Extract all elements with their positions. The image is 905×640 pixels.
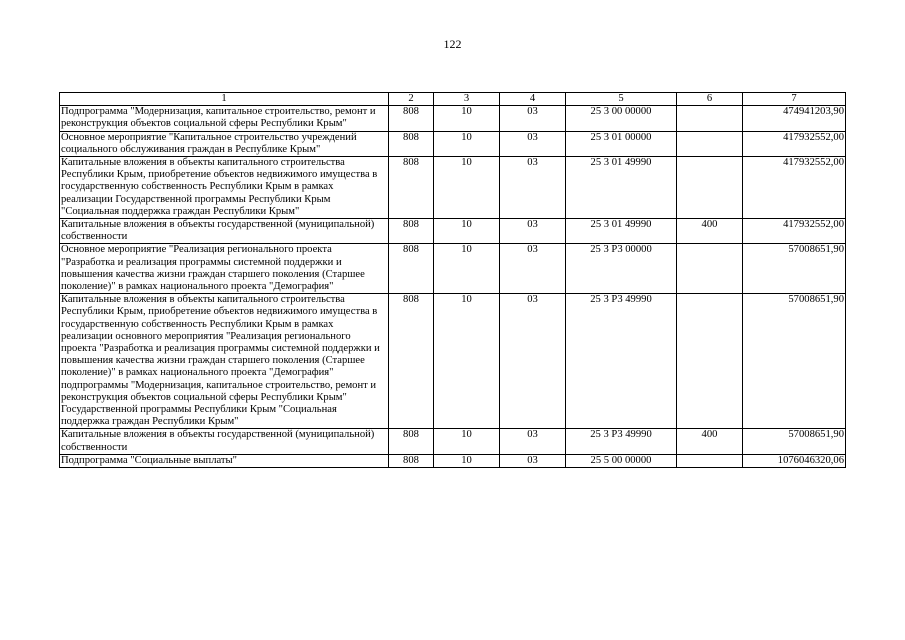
header-cell: 6 bbox=[677, 93, 743, 106]
ved-cell: 808 bbox=[389, 429, 434, 454]
amount-cell: 474941203,90 bbox=[743, 106, 846, 131]
target-article-cell: 25 3 00 00000 bbox=[566, 106, 677, 131]
expense-type-cell bbox=[677, 244, 743, 294]
amount-cell: 417932552,00 bbox=[743, 219, 846, 244]
row-name-cell: Подпрограмма "Социальные выплаты" bbox=[60, 454, 389, 467]
subsection-cell: 03 bbox=[500, 294, 566, 429]
header-cell: 3 bbox=[434, 93, 500, 106]
expense-type-cell bbox=[677, 157, 743, 219]
target-article-cell: 25 3 P3 49990 bbox=[566, 294, 677, 429]
amount-cell: 57008651,90 bbox=[743, 429, 846, 454]
amount-cell: 417932552,00 bbox=[743, 131, 846, 156]
target-article-cell: 25 3 01 49990 bbox=[566, 157, 677, 219]
table-row bbox=[60, 106, 846, 131]
header-cell: 5 bbox=[566, 93, 677, 106]
ved-cell: 808 bbox=[389, 244, 434, 294]
ved-cell: 808 bbox=[389, 294, 434, 429]
expense-type-cell: 400 bbox=[677, 429, 743, 454]
ved-cell: 808 bbox=[389, 106, 434, 131]
row-name-cell: Основное мероприятие "Капитальное строительство учреждений социального обслуживания граждан в Республике Крым" bbox=[60, 131, 389, 156]
table-row bbox=[60, 244, 846, 294]
target-article-cell: 25 3 01 49990 bbox=[566, 219, 677, 244]
page-number: 122 bbox=[443, 37, 462, 51]
table-row bbox=[60, 157, 846, 219]
table-row bbox=[60, 219, 846, 244]
header-cell: 2 bbox=[389, 93, 434, 106]
amount-cell: 57008651,90 bbox=[743, 244, 846, 294]
section-cell: 10 bbox=[434, 157, 500, 219]
ved-cell: 808 bbox=[389, 454, 434, 467]
header-row bbox=[60, 93, 846, 106]
row-name-cell: Капитальные вложения в объекты государственной (муниципальной) собственности bbox=[60, 219, 389, 244]
section-cell: 10 bbox=[434, 429, 500, 454]
header-cell: 7 bbox=[743, 93, 846, 106]
expense-type-cell bbox=[677, 454, 743, 467]
row-name-cell: Капитальные вложения в объекты капитального строительства Республики Крым, приобретение объектов недвижимого имущества в государственную собственность Республики Крым в рамках реализации основного мероприятия "Реализация регионального проекта "Разработка и реализация программы системной поддержки и повышения качества жизни граждан старшего поколения (Старшее поколение)" в рамках национального проекта "Демография" подпрограммы "Модернизация, капитальное строительство, ремонт и реконструкция объектов социальной сферы Республики Крым" Государственной программы Республики Крым "Социальная поддержка граждан Республики Крым" bbox=[60, 294, 389, 429]
row-name-cell: Капитальные вложения в объекты капитального строительства Республики Крым, приобретение объектов недвижимого имущества в государственную собственность Республики Крым в рамках реализации Государственной программы Республики Крым "Социальная поддержка граждан Республики Крым" bbox=[60, 157, 389, 219]
row-name-cell: Подпрограмма "Модернизация, капитальное строительство, ремонт и реконструкция объектов социальной сферы Республики Крым" bbox=[60, 106, 389, 131]
section-cell: 10 bbox=[434, 106, 500, 131]
subsection-cell: 03 bbox=[500, 131, 566, 156]
ved-cell: 808 bbox=[389, 219, 434, 244]
table-row bbox=[60, 429, 846, 454]
subsection-cell: 03 bbox=[500, 157, 566, 219]
section-cell: 10 bbox=[434, 131, 500, 156]
section-cell: 10 bbox=[434, 219, 500, 244]
table-row bbox=[60, 294, 846, 429]
target-article-cell: 25 5 00 00000 bbox=[566, 454, 677, 467]
section-cell: 10 bbox=[434, 244, 500, 294]
amount-cell: 57008651,90 bbox=[743, 294, 846, 429]
row-name-cell: Основное мероприятие "Реализация регионального проекта "Разработка и реализация программы системной поддержки и повышения качества жизни граждан старшего поколения (Старшее поколение)" в рамках национального проекта "Демография" bbox=[60, 244, 389, 294]
subsection-cell: 03 bbox=[500, 244, 566, 294]
expense-type-cell: 400 bbox=[677, 219, 743, 244]
subsection-cell: 03 bbox=[500, 429, 566, 454]
section-cell: 10 bbox=[434, 294, 500, 429]
table-row bbox=[60, 131, 846, 156]
amount-cell: 1076046320,06 bbox=[743, 454, 846, 467]
subsection-cell: 03 bbox=[500, 219, 566, 244]
expense-type-cell bbox=[677, 106, 743, 131]
ved-cell: 808 bbox=[389, 157, 434, 219]
expense-type-cell bbox=[677, 131, 743, 156]
table-row bbox=[60, 454, 846, 467]
amount-cell: 417932552,00 bbox=[743, 157, 846, 219]
subsection-cell: 03 bbox=[500, 454, 566, 467]
target-article-cell: 25 3 01 00000 bbox=[566, 131, 677, 156]
budget-table bbox=[59, 92, 846, 468]
subsection-cell: 03 bbox=[500, 106, 566, 131]
section-cell: 10 bbox=[434, 454, 500, 467]
target-article-cell: 25 3 P3 00000 bbox=[566, 244, 677, 294]
ved-cell: 808 bbox=[389, 131, 434, 156]
header-cell: 1 bbox=[60, 93, 389, 106]
row-name-cell: Капитальные вложения в объекты государственной (муниципальной) собственности bbox=[60, 429, 389, 454]
expense-type-cell bbox=[677, 294, 743, 429]
target-article-cell: 25 3 P3 49990 bbox=[566, 429, 677, 454]
header-cell: 4 bbox=[500, 93, 566, 106]
